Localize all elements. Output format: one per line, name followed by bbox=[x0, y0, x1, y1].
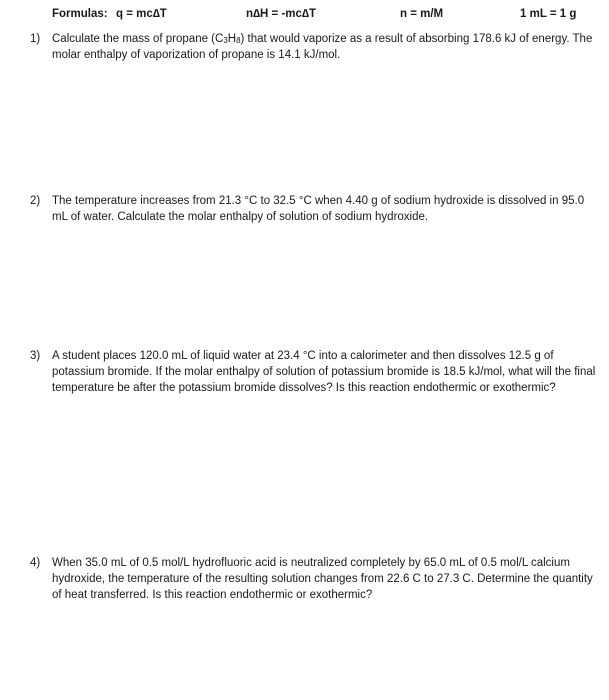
question-3 bbox=[30, 348, 598, 396]
formula-moles: n = m/M bbox=[400, 8, 444, 20]
formulas-label: Formulas: bbox=[52, 8, 108, 20]
question-number: 4) bbox=[30, 557, 41, 569]
question-text-part: ) that would vaporize as a result of absorbing 178.6 kJ of energy. The molar enthalpy of vaporization of propane is 14.1 kJ/mol. bbox=[52, 33, 593, 61]
formulas-header bbox=[52, 8, 592, 24]
question-text: A student places 120.0 mL of liquid water at 23.4 °C into a calorimeter and then dissolves 12.5 g of potassium bromide. If the molar enthalpy of solution of potassium bromide is 18.5 kJ/mol, what will the final temperature be after the potassium bromide dissolves? Is this reaction endothermic or exothermic? bbox=[52, 350, 596, 394]
question-number: 2) bbox=[30, 195, 41, 207]
question-number: 1) bbox=[30, 33, 41, 45]
subscript: 8 bbox=[236, 36, 241, 45]
question-1 bbox=[30, 31, 598, 63]
question-4 bbox=[30, 555, 598, 603]
question-2 bbox=[30, 193, 598, 225]
question-text-part: H bbox=[227, 33, 237, 45]
formula-enthalpy: n∆H = -mc∆T bbox=[246, 8, 316, 20]
question-text: When 35.0 mL of 0.5 mol/L hydrofluoric acid is neutralized completely by 65.0 mL of 0.5 mol/L calcium hydroxide, the temperature of the resulting solution changes from 22.6 C to 27.3 C. Determine the quantity of heat transferred. Is this reaction endothermic or exothermic? bbox=[52, 557, 593, 601]
formula-heat: q = mc∆T bbox=[116, 8, 167, 20]
question-text: The temperature increases from 21.3 °C to 32.5 °C when 4.40 g of sodium hydroxide is dissolved in 95.0 mL of water. Calculate the molar enthalpy of solution of sodium hydroxide. bbox=[52, 195, 585, 223]
question-text bbox=[52, 31, 598, 63]
question-number: 3) bbox=[30, 350, 41, 362]
question-text-part: Calculate the mass of propane (C bbox=[52, 33, 224, 45]
formula-volume-mass: 1 mL = 1 g bbox=[520, 8, 577, 20]
subscript: 3 bbox=[223, 36, 228, 45]
